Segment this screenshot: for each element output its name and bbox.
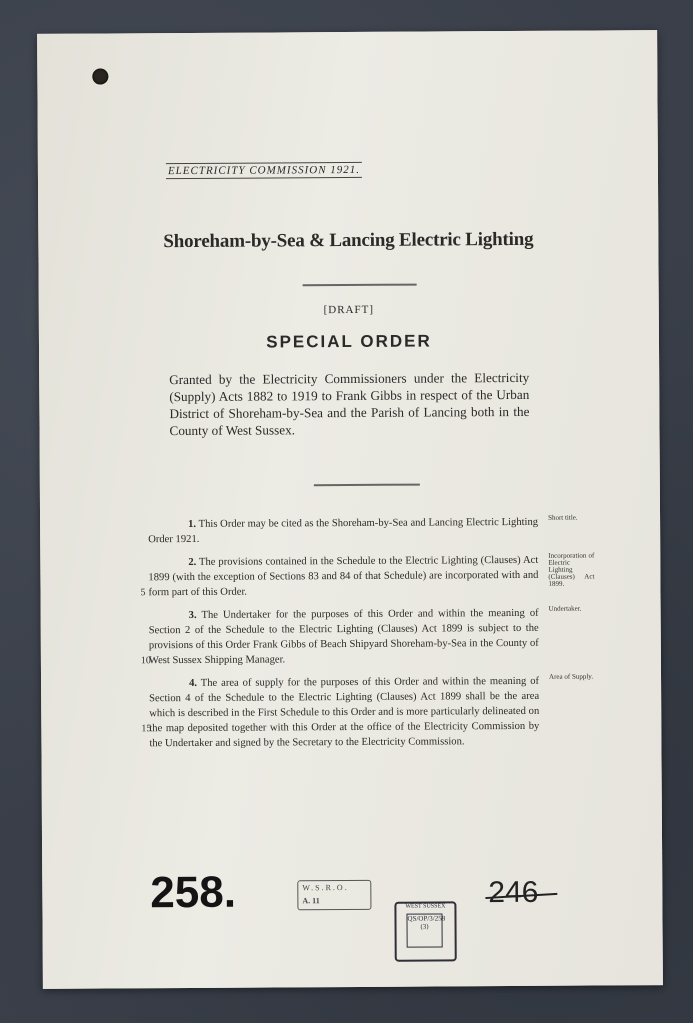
clause-text: This Order may be cited as the Shoreham-by-Sea and Lancing Electric Lighting Order 1921. xyxy=(148,516,539,546)
margin-note: Short title. xyxy=(548,513,578,522)
line-number: 15 xyxy=(141,723,152,735)
clause-number: 1. xyxy=(188,518,197,530)
line-number: 5 xyxy=(140,587,146,599)
clause-1 xyxy=(148,513,578,547)
stamp-inner: QS/OP/3/258 (3) xyxy=(406,913,442,947)
document-page xyxy=(37,30,663,989)
archive-stamp xyxy=(394,901,456,961)
punch-hole xyxy=(92,68,108,84)
catalogue-number: 258. xyxy=(150,867,237,918)
divider xyxy=(314,484,420,487)
clause-text: The provisions contained in the Schedule to the Electric Lighting (Clauses) Act 1899 (with the exception of Sections 83 and 84 of that Schedule) are incorporated with and form part of this Order. xyxy=(148,554,539,599)
line-number: 10 xyxy=(140,655,151,667)
document-title: Shoreham-by-Sea & Lancing Electric Lighting xyxy=(163,228,534,253)
clause-text: The Undertaker for the purposes of this Order and within the meaning of Section 2 of the Schedule to the Electric Lighting (Clauses) Act 1899 is subject to the provisions of this Order Frank Gibbs of Beach Shipyard Shoreham-by-Sea in the County of West Sussex Shipping Manager. xyxy=(148,607,539,667)
document-header: ELECTRICITY COMMISSION 1921. xyxy=(166,162,362,179)
draft-label: [DRAFT] xyxy=(323,303,375,317)
record-office-box xyxy=(297,880,371,910)
margin-note: Undertaker. xyxy=(548,604,582,613)
record-office-text: W.S.R.O. xyxy=(302,883,349,893)
clause-number: 3. xyxy=(188,609,197,621)
margin-note: Area of Supply. xyxy=(549,672,594,681)
old-number: 246 xyxy=(488,875,539,910)
stamp-outer-text: WEST SUSSEX xyxy=(405,903,446,910)
margin-note: Incorporation of Electric Lighting (Clauses) Act 1899. xyxy=(548,551,595,588)
granted-paragraph: Granted by the Electricity Commissioners under the Electricity (Supply) Acts 1882 to 1919 to Frank Gibbs in respect of the Urban District of Shoreham-by-Sea and the Parish of Lancing both in the County of West Sussex. xyxy=(169,369,530,439)
clause-text: The area of supply for the purposes of this Order and within the meaning of Section 4 of the Schedule to the Electric Lighting (Clauses) Act 1899 shall be the area which is described in the First Schedule to this Order and is more particularly delineated on the map deposited together with this Order at the office of the Electricity Commission by the Undertaker and signed by the Secretary to the Electricity Commission. xyxy=(149,675,540,750)
record-office-ref: A. 11 xyxy=(302,896,320,906)
clause-4 xyxy=(141,672,594,751)
order-heading: SPECIAL ORDER xyxy=(266,331,432,352)
clause-list xyxy=(140,513,595,759)
clause-number: 2. xyxy=(188,556,197,568)
divider xyxy=(303,284,417,287)
clause-number: 4. xyxy=(189,677,198,689)
clause-2 xyxy=(140,551,595,600)
clause-3 xyxy=(140,604,582,668)
